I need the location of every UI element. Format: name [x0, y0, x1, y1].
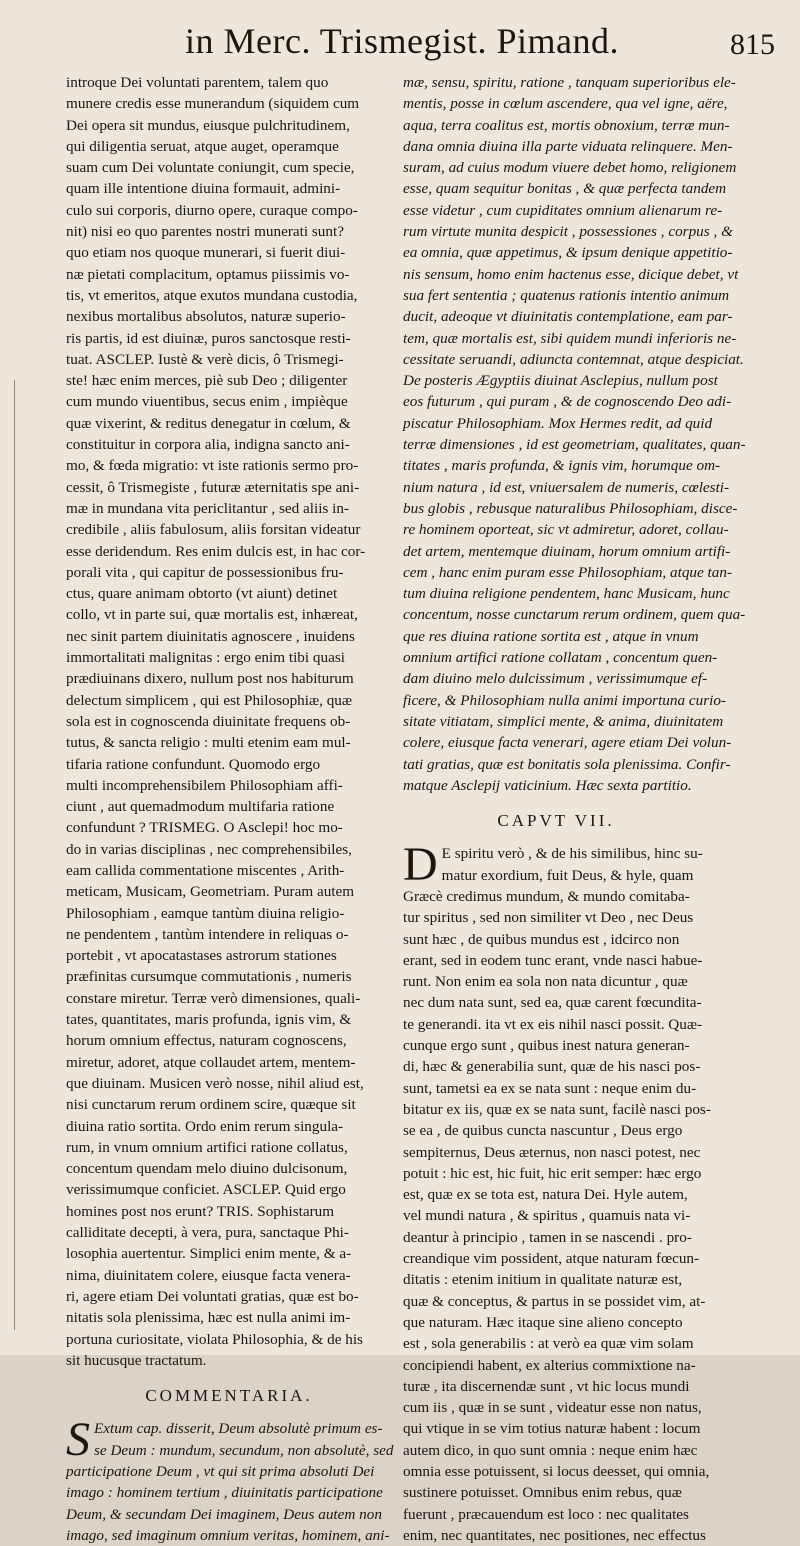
text-line: nisi cunctarum rerum ordinem scire, quæque sit [66, 1096, 356, 1114]
text-line: homines post nos erunt? TRIS. Sophistarum [66, 1202, 335, 1220]
chapter-line: sunt hæc , de quibus mundus est , idcirco non [403, 930, 680, 948]
text-line: tates, quantitates, maris profunda, ignis vim, & [66, 1011, 352, 1029]
page-edge-rule [14, 380, 15, 1330]
chapter-line: nec dum nata sunt, sed ea, quæ carent fœcundita- [403, 994, 702, 1012]
text-line: collo, vt in parte sui, quæ mortalis est, inhæreat, [66, 606, 358, 624]
text-line: næ pietati complacitum, optamus piissimis vo- [66, 265, 350, 283]
commentary-line: cessitate seruandi, adiuncta contemnat, atque despiciat. [403, 350, 744, 368]
text-line: culo sui corporis, diurno opere, curaque compo- [66, 201, 358, 219]
text-line: munere credis esse munerandum (siquidem cum [66, 95, 360, 113]
commentary-line: dam diuino melo dulcissimum , verissimumque ef- [403, 670, 708, 688]
chapter-line: ditatis : etenim initium in qualitate naturæ est, [403, 1271, 683, 1289]
commentary-line: ficere, & Philosophiam nulla animi importuna curio- [403, 691, 726, 709]
commentary-line: bus globis , rebusque naturalibus Philosophiam, disce- [403, 499, 738, 517]
commentary-line: piscatur Philosophiam. Mox Hermes redit, ad quid [403, 414, 713, 432]
commentary-line: tum diuina religione pendentem, hanc Musicam, hunc [403, 585, 730, 603]
chapter-line: quæ & conceptus, & partus in se possidet vim, at- [403, 1292, 706, 1310]
text-line: quam ille intentione diuina formauit, admini- [66, 180, 341, 198]
text-line: concentum quendam melo diuino dulcisonum, [66, 1160, 348, 1178]
text-line: confundunt ? TRISMEG. O Asclepi! hoc mo- [66, 819, 343, 837]
commentary-line: nium natura , id est, vniuersalem de numeris, cœlesti- [403, 478, 730, 496]
commentary-line: ea omnia, quæ appetimus, & ipsum denique appetitio- [403, 244, 733, 262]
commentary-line: sitate vitiatam, simplici mente, & anima, diuinitatem [403, 712, 724, 730]
text-line: delectum simplicem , qui est Philosophiæ, quæ [66, 691, 353, 709]
chapter-dropcap: D [403, 838, 438, 892]
main-text-block [66, 72, 392, 1371]
text-line: multi incomprehensibilem Philosophiam affi- [66, 776, 343, 794]
text-line: ciunt , aut quemadmodum multifaria ratione [66, 798, 335, 816]
chapter-line: E spiritu verò , & de his similibus, hinc su- [441, 845, 703, 863]
text-line: calliditate decepti, à vera, pura, sanctaque Phi- [66, 1224, 349, 1242]
commentary-line: esse videtur , cum cupiditates omnium alienarum re- [403, 201, 723, 219]
text-line: do in varias disciplinas , nec comprehensibiles, [66, 840, 352, 858]
chapter-line: que naturam. Hæc itaque sine alieno concepto [403, 1313, 683, 1331]
commentary-line: tati gratias, quæ est bonitatis sola plenissima. Confir- [403, 755, 731, 773]
commentary-line: matque Asclepij vaticinium. Hæc sexta partitio. [403, 776, 692, 794]
commentary-line: esse, quam sequitur bonitas , & quæ perfecta tandem [403, 180, 727, 198]
text-line: præfinitas cursumque commutationis , numeris [66, 968, 352, 986]
text-line: eam callida commentatione miscentes , Arith- [66, 861, 345, 879]
chapter-line: qui vtique in se vim totius naturæ habent : locum [403, 1420, 701, 1438]
text-line: mæ in mundana vita periclitantur , sed aliis in- [66, 499, 350, 517]
chapter-line: cum iis , quæ in se sunt , videatur esse non natus, [403, 1399, 702, 1417]
chapter-heading: CAPVT VII. [497, 811, 615, 831]
text-line: introque Dei voluntati parentem, talem quo [66, 74, 329, 91]
commentary-line: re hominem oporteat, sic vt admiretur, adoret, collau- [403, 521, 729, 539]
chapter-line: bitatur ex iis, quæ ex se nata sunt, facilè nasci pos- [403, 1100, 711, 1118]
chapter-line: autem dico, in quo sunt omnia : neque enim hæc [403, 1441, 698, 1459]
text-line: tutus, & sancta religio : multi etenim eam mul- [66, 734, 351, 752]
commentary-line: det artem, mentemque diuinam, horum omnium artifi- [403, 542, 731, 560]
commentary-continuation [403, 72, 746, 796]
commentary-line: eos futurum , qui puram , & de cognoscendo Deo adi- [403, 393, 732, 411]
text-line: portebit , vt apocatastases astrorum stationes [66, 947, 337, 965]
chapter-line: runt. Non enim ea sola non nata dicuntur , quæ [403, 973, 688, 991]
commentary-line: rum virtute munita despicit , possessiones , corpus , & [403, 223, 733, 241]
commentary-line: participatione Deum , vt qui sit prima absoluti Dei [66, 1463, 375, 1480]
commentary-dropcap: S [66, 1413, 90, 1467]
text-line: ctus, quare animam obtorto (vt aiunt) detinet [66, 585, 338, 603]
commentary-line: mentis, posse in cœlum ascendere, qua vel igne, aëre, [403, 95, 728, 113]
chapter-line: te generandi. ita vt ex eis nihil nasci possit. Quæ- [403, 1015, 703, 1033]
chapter-line: fuerunt , præcauendum est loco : nec qualitates [403, 1505, 689, 1523]
text-line: suam cum Dei voluntate coniungit, cum specie, [66, 159, 355, 177]
text-line: constituitur in corpora alia, indigna sancto ani- [66, 436, 350, 454]
left-column [66, 72, 392, 1546]
commentary-line: omnium artifici ratione collatam , concentum quen- [403, 649, 718, 667]
text-line: que diuinam. Musicen verò nosse, nihil aliud est, [66, 1074, 364, 1092]
text-line: nexibus mortalibus absolutos, naturæ superio- [66, 308, 346, 326]
text-line: cum mundo viuentibus, secus enim , impièque [66, 393, 348, 411]
chapter-line: est, quæ ex se tota est, natura Dei. Hyle autem, [403, 1186, 688, 1204]
text-line: Philosophiam , eamque tantùm diuina religio- [66, 904, 345, 922]
text-line: Dei opera sit mundus, eiusque pulchritudinem, [66, 116, 350, 134]
chapter-line: matur exordium, fuit Deus, & hyle, quam [441, 866, 694, 884]
text-line: nitatis sola plenissima, hæc est nulla animi im- [66, 1309, 351, 1327]
chapter-line: enim, nec quantitates, nec positiones, nec effectus [403, 1526, 706, 1544]
chapter-line: omnia esse potuissent, si locus deesset, qui omnia, [403, 1463, 710, 1480]
chapter-text-lines [403, 838, 711, 1546]
chapter-line: sustinere potuisset. Omnibus enim rebus, quæ [403, 1484, 682, 1502]
commentary-heading: COMMENTARIA. [145, 1386, 313, 1406]
chapter-line: concipiendi habent, ex alterius commixtione na- [403, 1356, 696, 1374]
commentary-line: titates , maris profunda, & ignis vim, horumque om- [403, 457, 721, 475]
chapter-line: potuit : hic est, hic fuit, hic erit semper: hæc ergo [403, 1164, 702, 1182]
commentary-line: colere, eiusque facta venerari, agere etiam Dei volun- [403, 734, 732, 752]
text-line: tis, vt emeritos, atque exutos mundana custodia, [66, 286, 358, 304]
text-line: esse deridendum. Res enim dulcis est, in hac cor- [66, 542, 366, 560]
text-line: miretur, adoret, atque collaudet artem, mentem- [66, 1053, 356, 1071]
text-line: ri, agere etiam Dei voluntati gratias, quæ est bo- [66, 1287, 359, 1305]
commentary-line: De posteris Ægyptiis diuinat Asclepius, nullum post [403, 372, 718, 390]
chapter-line: Græcè credimus mundum, & mundo comitaba- [403, 887, 690, 905]
text-line: constare miretur. Terræ verò dimensiones, quali- [66, 989, 361, 1007]
text-line: tuat. ASCLEP. Iustè & verè dicis, ô Trismegi- [66, 350, 344, 368]
commentary-line: imago : hominem tertium , diuinitatis participatione [66, 1484, 383, 1502]
text-line: prædiuinans dixero, nullum post nos habiturum [66, 670, 354, 688]
chapter-line: vel mundi natura , & spiritus , quamuis nata vi- [403, 1207, 691, 1225]
text-line: ne pendentem , tantùm intendere in reliquas o- [66, 925, 349, 943]
text-line: sit hucusque tractatum. [66, 1351, 207, 1369]
text-line: tifaria ratione confundunt. Quomodo ergo [66, 755, 321, 773]
text-line: credibile , aliis fabulosum, aliis forsitan videatur [66, 521, 361, 539]
text-line: immortalitati malignitas : ergo enim tibi quasi [66, 649, 345, 667]
text-line: cessit, ô Trismegiste , futuræ æternitatis spe ani- [66, 478, 360, 496]
text-line: porali vita , qui capitur de possessionibus fru- [66, 563, 344, 581]
commentary-line: dana omnia diuina illa parte viduata relinquere. Men- [403, 137, 733, 155]
text-line: nima, diuinitatem colere, eiusque facta venera- [66, 1266, 351, 1284]
commentary-lines [66, 1413, 394, 1546]
commentary-line: Deum, & secundam Dei imaginem, Deus autem non [66, 1505, 382, 1523]
chapter-line: di, hæc & generabilia sunt, quæ de his nasci pos- [403, 1058, 701, 1076]
chapter-block [403, 838, 711, 1546]
text-line: sola est in cognoscenda diuinitate frequens ob- [66, 712, 351, 730]
commentary-line: sua fert sententia ; quatenus rationis intentio animum [403, 286, 730, 304]
text-line: quæ vixerint, & reditus denegatur in cœlum, & [66, 414, 351, 432]
text-line: ris partis, id est diuinæ, puros sanctosque resti- [66, 329, 351, 347]
chapter-line: deantur à principio , tamen in se nascendi . pro- [403, 1228, 692, 1246]
page-number: 815 [730, 28, 775, 61]
text-line: meticam, Musicam, Geometriam. Puram autem [66, 883, 355, 901]
chapter-line: sempiternus, Deus æternus, non nasci potest, nec [403, 1143, 701, 1161]
text-line: portuna curiositate, violata Philosophia, & de his [66, 1330, 363, 1348]
chapter-line: erant, sed in eodem tunc erant, vnde nasci habue- [403, 951, 703, 969]
chapter-line: turæ , ita discernendæ sunt , vt hic locus mundi [403, 1377, 690, 1395]
commentary-line: ducit, adeoque vt diuinitatis contemplatione, eam par- [403, 308, 733, 326]
chapter-line: est , sola generabilis : at verò ea quæ vim solam [403, 1335, 694, 1353]
commentary-line: cem , hanc enim puram esse Philosophiam, atque tan- [403, 563, 733, 581]
chapter-line: se ea , de quibus cuncta nascuntur , Deus ergo [403, 1122, 683, 1140]
text-line: rum, in vnum omnium artifici ratione collatus, [66, 1138, 348, 1156]
text-line: losophia auertentur. Simplici enim mente, & a- [66, 1245, 352, 1263]
commentary-line: mæ, sensu, spiritu, ratione , tanquam superioribus ele- [403, 74, 736, 91]
right-column [403, 72, 746, 1546]
commentary-line: Extum cap. disserit, Deum absolutè primum es- [94, 1420, 383, 1438]
text-line: qui diligentia seruat, atque auget, operamque [66, 137, 339, 155]
chapter-line: sunt, tametsi ea ex se nata sunt : neque enim du- [403, 1079, 697, 1097]
commentary-line: tem, quæ mortalis est, sibi quidem mundi inferioris ne- [403, 329, 737, 347]
text-line: mo, & fœda migratio: vt iste rationis sermo pro- [66, 457, 359, 475]
commentary-line: aqua, terra coalitus est, mortis obnoxium, terræ mun- [403, 116, 730, 134]
text-line: verissimumque conficiet. ASCLEP. Quid ergo [66, 1181, 346, 1199]
commentary-line: terræ dimensiones , id est geometriam, qualitates, quan- [403, 436, 746, 454]
text-line: horum omnium effectus, naturam cognoscens, [66, 1032, 347, 1050]
commentary-block [66, 1413, 394, 1546]
text-line: nec sinit partem diuinitatis agnoscere , inuidens [66, 627, 355, 645]
commentary-line: imago, sed imaginum omnium veritas, hominem, ani- [66, 1526, 390, 1544]
commentary-line: se Deum : mundum, secundum, non absolutè, sed [94, 1441, 394, 1459]
text-line: quo etiam nos quoque munerari, si fuerit diui- [66, 244, 346, 262]
text-line: nit) nisi eo quo parentes nostri munerati sunt? [66, 223, 344, 241]
commentary-line: concentum, nosse cunctarum rerum ordinem, quem qua- [403, 606, 746, 624]
running-title: in Merc. Trismegist. Pimand. [185, 21, 620, 61]
commentary-line: que res diuina ratione sortita est , atque in vnum [403, 627, 699, 645]
commentary-line: nis sensum, homo enim hactenus esse, dicique debet, vt [403, 265, 739, 283]
commentary-line: suram, ad cuius modum viuere debet homo, religionem [403, 159, 737, 177]
chapter-line: creandique vim possident, atque naturam fœcun- [403, 1250, 700, 1268]
chapter-line: cunque ergo sunt , quibus inest natura generan- [403, 1037, 690, 1055]
chapter-line: tur spiritus , sed non similiter vt Deo , nec Deus [403, 909, 694, 927]
text-line: ste! hæc enim merces, piè sub Deo ; diligenter [66, 372, 348, 390]
text-line: diuina ratio sortita. Ordo enim rerum singula- [66, 1117, 344, 1135]
